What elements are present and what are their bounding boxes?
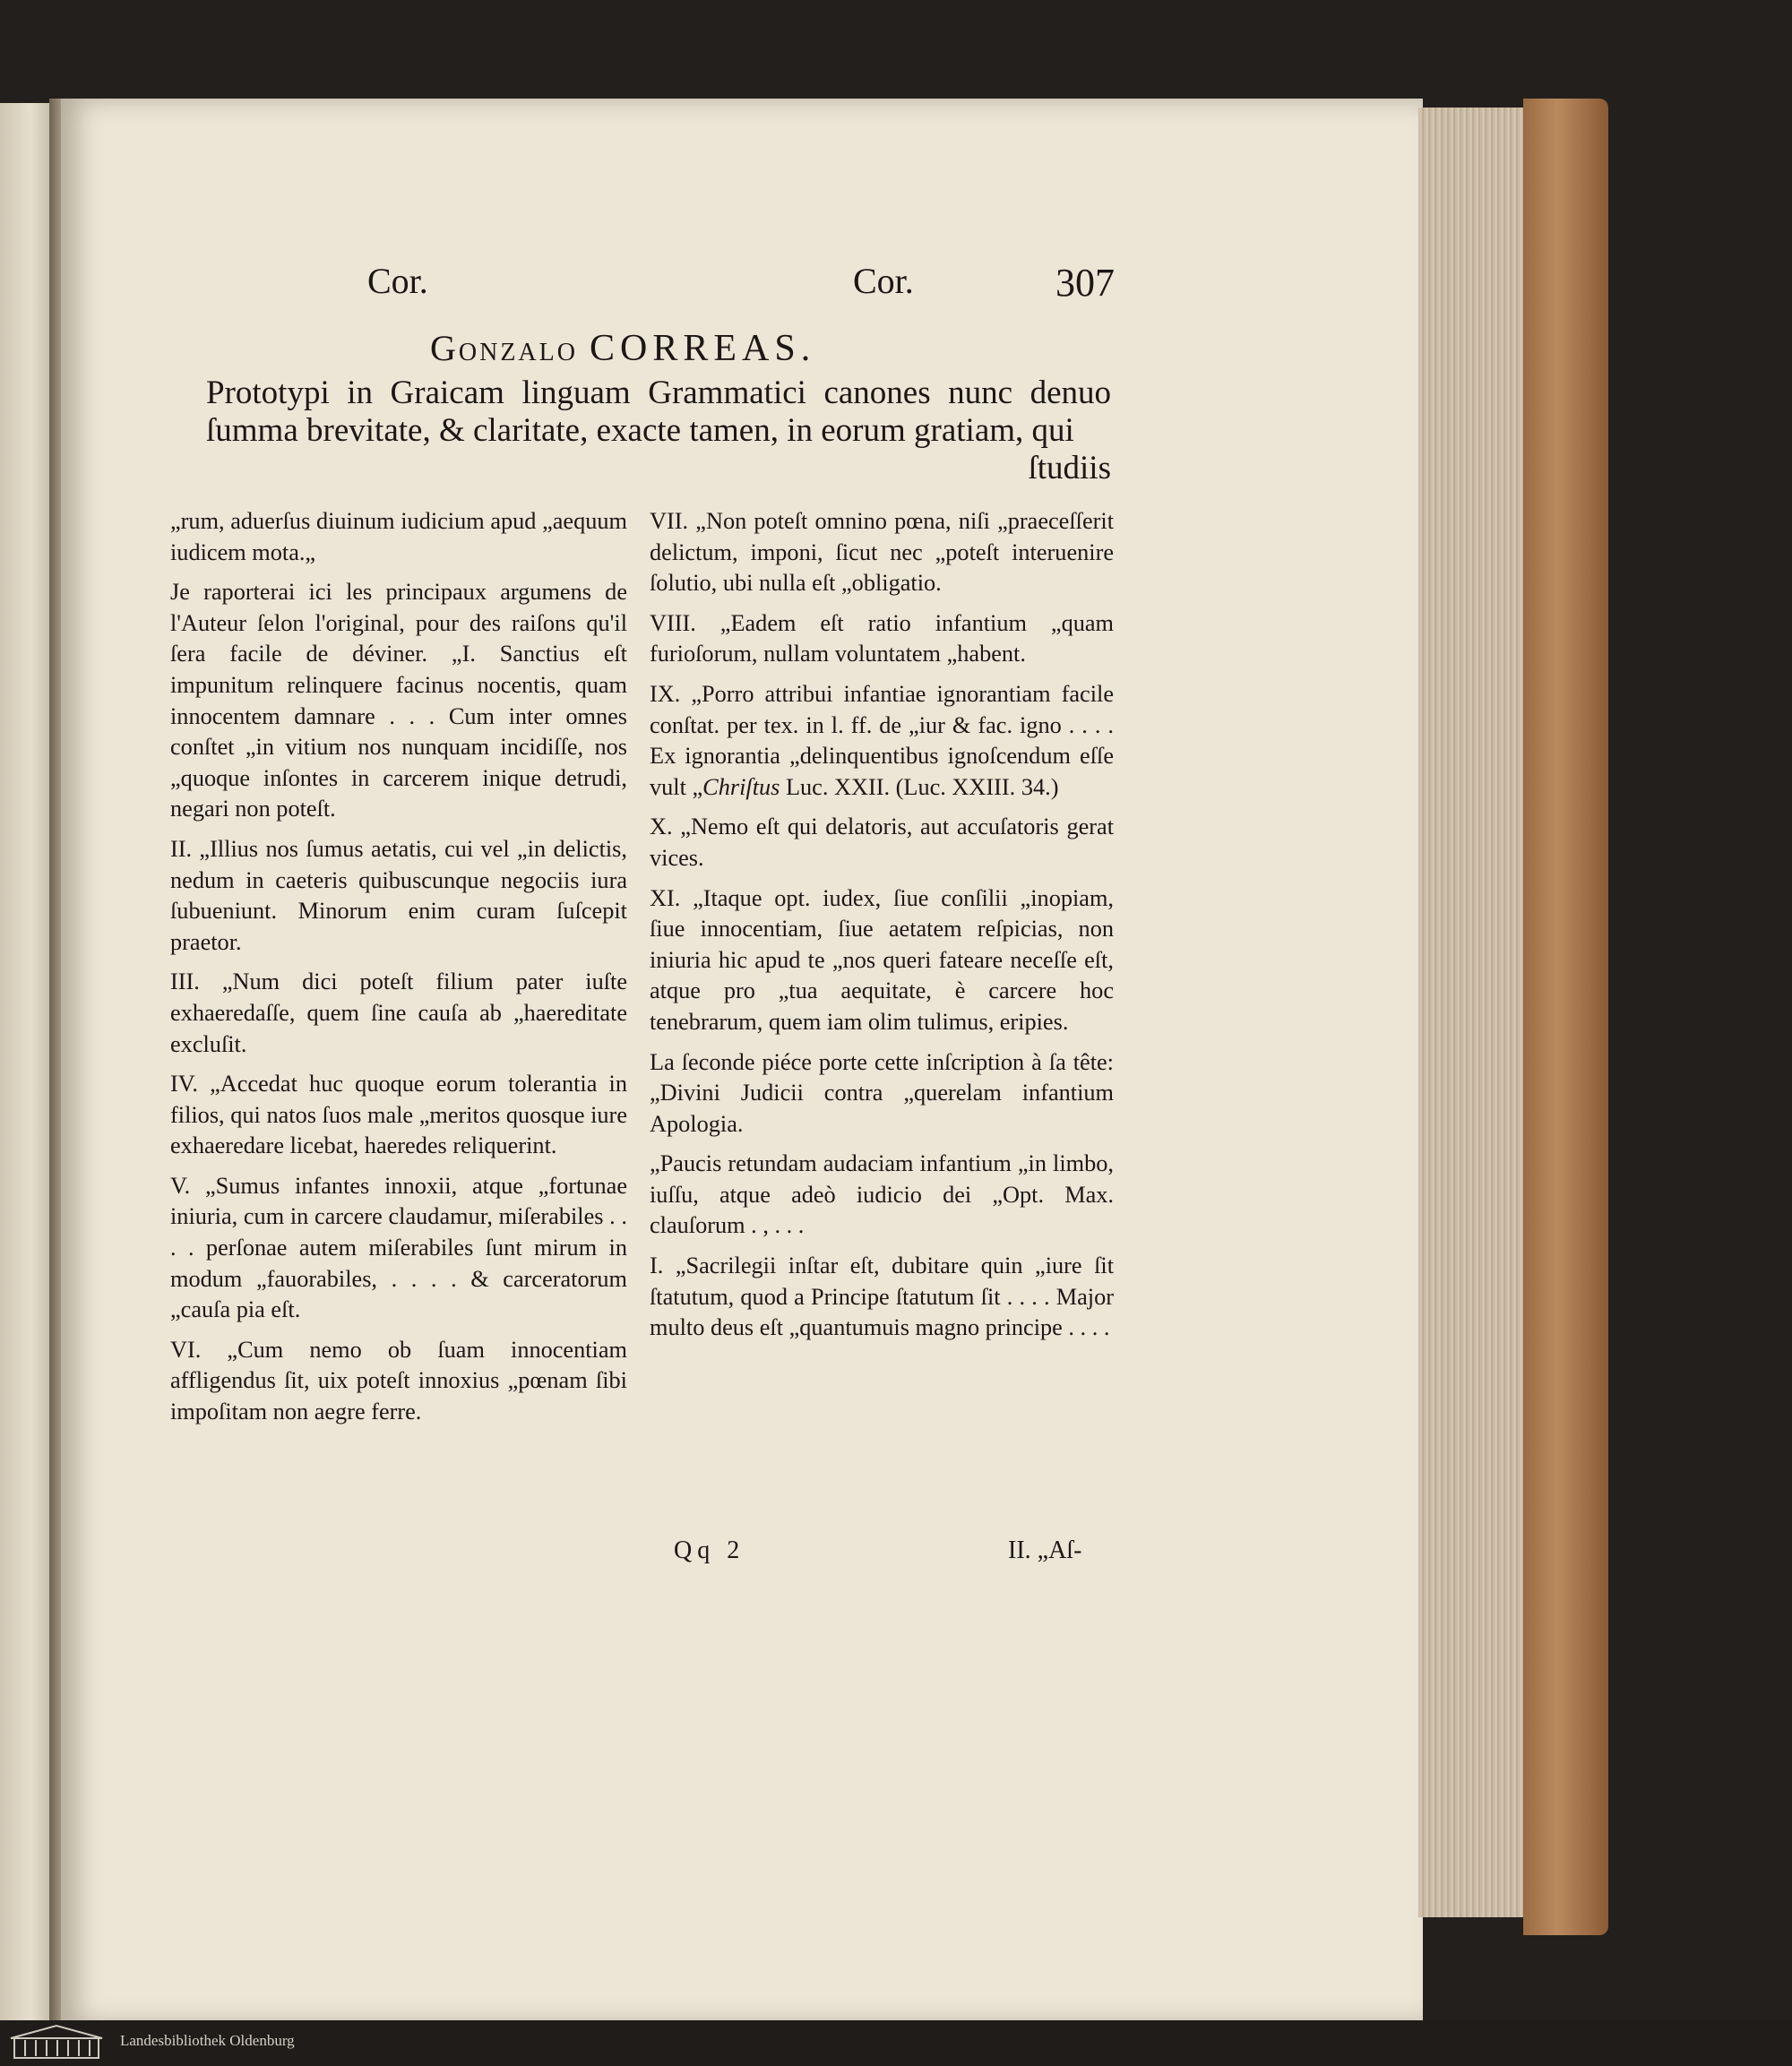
right-column [650,506,1114,1353]
page-number: 307 [1055,261,1115,305]
paragraph-ix-text: IX. „Porro attribui infantiae ignorantiam facile conſtat. per tex. in l. ff. de „iur & fac. igno . . . . Ex ignorantia „delinquentibus ignoſcendum eſſe vult „ [650,680,1114,800]
title-prefix: Gonzalo [430,328,578,368]
paragraph-ix-tail: Luc. XXII. (Luc. XXIII. 34.) [780,773,1059,800]
running-head-left: Cor. [367,261,428,301]
paragraph: V. „Sumus infantes innoxii, atque „fortunae iniuria, cum in carcere claudamur, miſerabiles . . . . perſonae autem miſerabiles ſunt mirum in modum „fauorabiles, . . . . & carceratorum „cauſa pia eſt. [170,1172,627,1323]
paragraph: Je raporterai ici les principaux argumens de l'Auteur ſelon l'original, pour des raiſons qu'il ſera facile de déviner. „I. Sanctius eſt impunitum relinquere facinus nocentis, quam innocentem damnare . . . Cum inter omnes conſtet „in vitium nos nunquam incidiſſe, nos „quoque inſontes in carcerem inique detrudi, negari non poteſt. [170,579,627,822]
signature-mark: Qq 2 [674,1537,745,1564]
paragraph: La ſeconde piéce porte cette inſcription à ſa tête: „Divini Judicii contra „querelam infantium Apologia. [650,1048,1114,1137]
book-cover [1523,99,1608,1935]
paragraph: III. „Num dici poteſt filium pater iuſte exhaeredaſſe, quem ſine cauſa ab „haereditate excluſit. [170,968,627,1057]
subtitle-last: ſtudiis [1028,450,1111,486]
paragraph: VII. „Non poteſt omnino pœna, niſi „praeceſſerit delictum, imponi, ſicut nec „poteſt interuenire ſolutio, ubi nulla eſt „obligatio. [650,508,1114,597]
paragraph: VI. „Cum nemo ob ſuam innocentiam affligendus ſit, uix poteſt innoxius „pœnam ſibi impoſitam non aegre ferre. [170,1336,627,1425]
article-title [430,327,815,370]
running-head-center: Cor. [853,261,914,301]
subtitle-main: Prototypi in Graicam linguam Grammatici canones nunc denuo ſumma brevitate, & claritate, exacte tamen, in eorum gratiam, qui [206,374,1111,449]
paragraph: „rum, aduerſus diuinum iudicium apud „aequum iudicem mota.„ [170,508,627,565]
article-subtitle [206,374,1111,487]
page-stack-edges [1418,108,1526,1917]
paragraph-ix [650,679,1114,803]
paragraph: X. „Nemo eſt qui delatoris, aut accuſatoris gerat vices. [650,813,1114,871]
library-building-icon [7,2024,106,2062]
paragraph: „Paucis retundam audaciam infantium „in limbo, iuſſu, atque adeò iudicio dei „Opt. Max. clauſorum . , . . . [650,1150,1114,1239]
title-name: CORREAS. [589,328,816,369]
catchword: II. „Aſ- [1008,1537,1082,1564]
paragraph: II. „Illius nos ſumus aetatis, cui vel „in delictis, nedum in caeteris quibuscunque negociis iura ſubueniunt. Minorum enim curam ſuſcepit praetor. [170,835,627,955]
left-column [170,506,627,1437]
library-name: Landesbibliothek Oldenburg [120,2032,295,2049]
paragraph: XI. „Itaque opt. iudex, ſiue conſilii „inopiam, ſiue innocentiam, ſiue aetatem reſpicias, non iniuria hic apud te „nos queri fateare neceſſe eſt, atque pro „tua aequitate, è carcere hoc tenebrarum, quem iam olim tulimus, eripies. [650,884,1114,1035]
paragraph: I. „Sacrilegii inſtar eſt, dubitare quin „iure ſit ſtatutum, quod a Principe ſtatutum ſit . . . . Major multo deus eſt „quantumuis magno principe . . . . [650,1253,1114,1341]
paragraph: VIII. „Eadem eſt ratio infantium „quam furioſorum, nullam voluntatem „habent. [650,609,1114,667]
paragraph: IV. „Accedat huc quoque eorum tolerantia in filios, qui natos ſuos male „meritos quosque iure exhaeredare licebat, haeredes reliquerint. [170,1071,627,1159]
previous-page-edge [0,103,56,2034]
italic-christus: Chriſtus [702,773,780,800]
